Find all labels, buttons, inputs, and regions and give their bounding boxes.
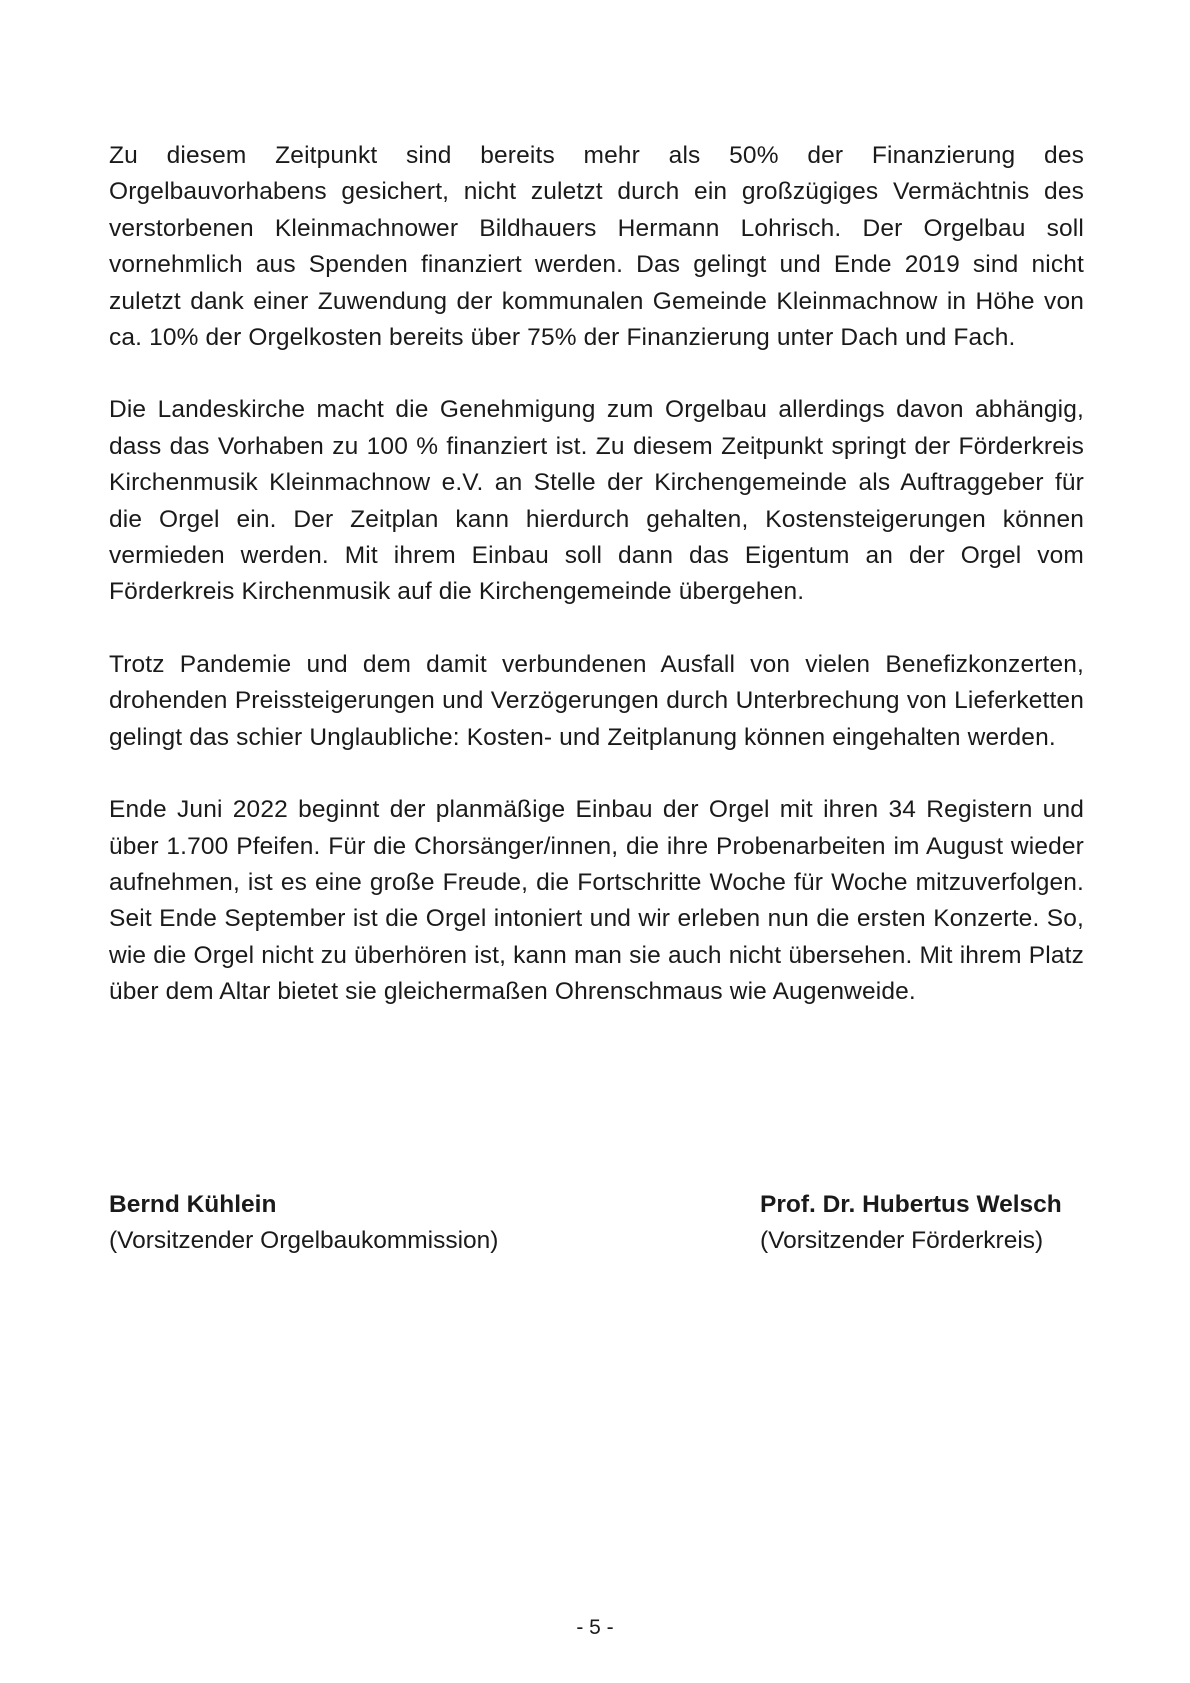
signatory-role: (Vorsitzender Orgelbaukommission)	[109, 1227, 499, 1254]
signatory-name: Bernd Kühlein	[109, 1191, 277, 1218]
signature-right	[760, 1187, 1062, 1259]
signatory-role: (Vorsitzender Förderkreis)	[760, 1227, 1044, 1254]
body-text	[109, 138, 1084, 1047]
paragraph-approval: Die Landeskirche macht die Genehmigung zum Orgelbau allerdings davon abhängig, dass das Vorhaben zu 100 % finanziert ist. Zu diesem Zeitpunkt springt der Förderkreis Kirchenmusik Kleinmachnow e.V. an Stelle der Kirchengemeinde als Auftraggeber für die Orgel ein. Der Zeitplan kann hierdurch gehalten, Kostensteigerungen können vermieden werden. Mit ihrem Einbau soll dann das Eigentum an der Orgel vom Förderkreis Kirchenmusik auf die Kirchengemeinde übergehen.	[109, 396, 1084, 606]
signatory-name: Prof. Dr. Hubertus Welsch	[760, 1191, 1062, 1218]
paragraph-pandemic: Trotz Pandemie und dem damit verbundenen Ausfall von vielen Benefizkonzerten, drohenden Preissteigerungen und Verzögerungen durch Unterbrechung von Lieferketten gelingt das schier Unglaubliche: Kosten- und Zeitplanung können eingehalten werden.	[109, 650, 1084, 751]
paragraph-installation: Ende Juni 2022 beginnt der planmäßige Einbau der Orgel mit ihren 34 Registern und über 1.700 Pfeifen. Für die Chorsänger/innen, die ihre Probenarbeiten im August wieder aufnehmen, ist es eine große Freude, die Fortschritte Woche für Woche mitzuverfolgen. Seit Ende September ist die Orgel intoniert und wir erleben nun die ersten Konzerte. So, wie die Orgel nicht zu überhören ist, kann man sie auch nicht übersehen. Mit ihrem Platz über dem Altar bietet sie gleichermaßen Ohrenschmaus wie Augenweide.	[109, 796, 1084, 1006]
paragraph-financing: Zu diesem Zeitpunkt sind bereits mehr als 50% der Finanzierung des Orgelbauvorhabens gesichert, nicht zuletzt durch ein großzügiges Vermächtnis des verstorbenen Kleinmachnower Bildhauers Hermann Lohrisch. Der Orgelbau soll vornehmlich aus Spenden finanziert werden. Das gelingt und Ende 2019 sind nicht zuletzt dank einer Zuwendung der kommunalen Gemeinde Kleinmachnow in Höhe von ca. 10% der Orgelkosten bereits über 75% der Finanzierung unter Dach und Fach.	[109, 142, 1084, 352]
page-number: - 5 -	[576, 1616, 614, 1639]
signature-left	[109, 1187, 498, 1259]
